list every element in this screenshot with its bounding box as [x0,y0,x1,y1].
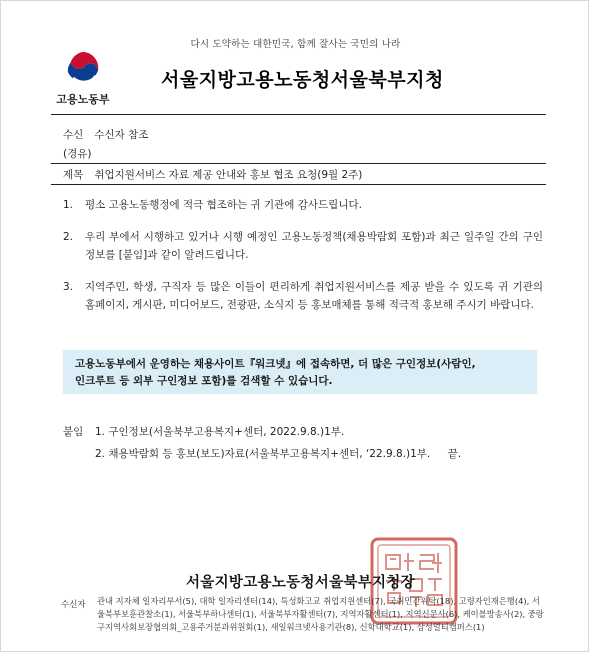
agency-title: 서울지방고용노동청서울북부지청 [161,69,444,91]
paragraph-2: 2. 우리 부에서 시행하고 있거나 시행 예정인 고용노동정책(채용박람회 포함)과 최근 일주일 간의 구인정보를 [붙임]과 같이 알려드립니다. [63,231,543,261]
recipient-value: 수신자 참조 [94,129,149,141]
recipient-label: 수신 [63,129,84,141]
attachments-label: 붙임 [63,426,84,438]
via-line: (경유) [63,148,92,160]
logo-text: 고용노동부 [56,93,110,106]
end-mark: 끝. [447,448,462,460]
ministry-logo [53,49,113,111]
recipients-list: 관내 지자체 일자리부서(5), 대학 일자리센터(14), 특성화고교 취업지원센터(7), 국취민간위탁(18), 고령자인재은행(4), 서울북부보훈관찰소(1), 서울북부하나센터(1), 서울북부자활센터(7), 지역자활센터(1), 지역신문사(6), 케이블방송사(2), 중랑구지역사회보장협의회_고용주거분과위원회(1), 새일워크넷사용기관(8), 신학대학교(1), 삼성멀티캠퍼스(1) [97,596,544,632]
sender-signature: 서울지방고용노동청서울북부지청장 [186,575,415,591]
subject-line [63,167,362,182]
worknet-notice [63,350,537,394]
paragraph-1: 1. 평소 고용노동행정에 적극 협조하는 귀 기관에 감사드립니다. [63,199,362,211]
subject-value: 취업지원서비스 자료 제공 안내와 홍보 협조 요청(9월 2주) [94,169,363,181]
slogan: 다시 도약하는 대한민국, 함께 잘사는 국민의 나라 [190,39,401,50]
recipient-line [63,127,148,142]
attachments [63,421,553,465]
subject-label: 제목 [63,169,84,181]
notice-line-2: 인크루트 등 외부 구인정보 포함)를 검색할 수 있습니다. [75,375,333,387]
paragraph-3: 3. 지역주민, 학생, 구직자 등 많은 이들이 편리하게 취업지원서비스를 제공 받을 수 있도록 귀 기관의 홈페이지, 게시판, 미디어보드, 전광판, 소식지 등 홍보매체를 통해 적극적 홍보해 주시기 바랍니다. [63,281,543,311]
notice-line-1: 고용노동부에서 운영하는 채용사이트『워크넷』에 접속하면, 더 많은 구인정보(사람인, [75,358,476,370]
attachment-item: 붙임 1. 구인정보(서울북부고용복지+센터, 2022.9.8.)1부. [63,421,553,443]
header-divider [51,114,546,115]
attachment-item: 2. 채용박람회 등 홍보(보도)자료(서울북부고용복지+센터, ‘22.9.8.)1부. 끝. [95,448,462,460]
recipients-label: 수신자 [61,600,86,610]
subject-top-divider [51,163,546,164]
taegeuk-logo-icon [64,49,102,87]
body-text [63,196,543,328]
subject-bottom-divider [51,184,546,185]
